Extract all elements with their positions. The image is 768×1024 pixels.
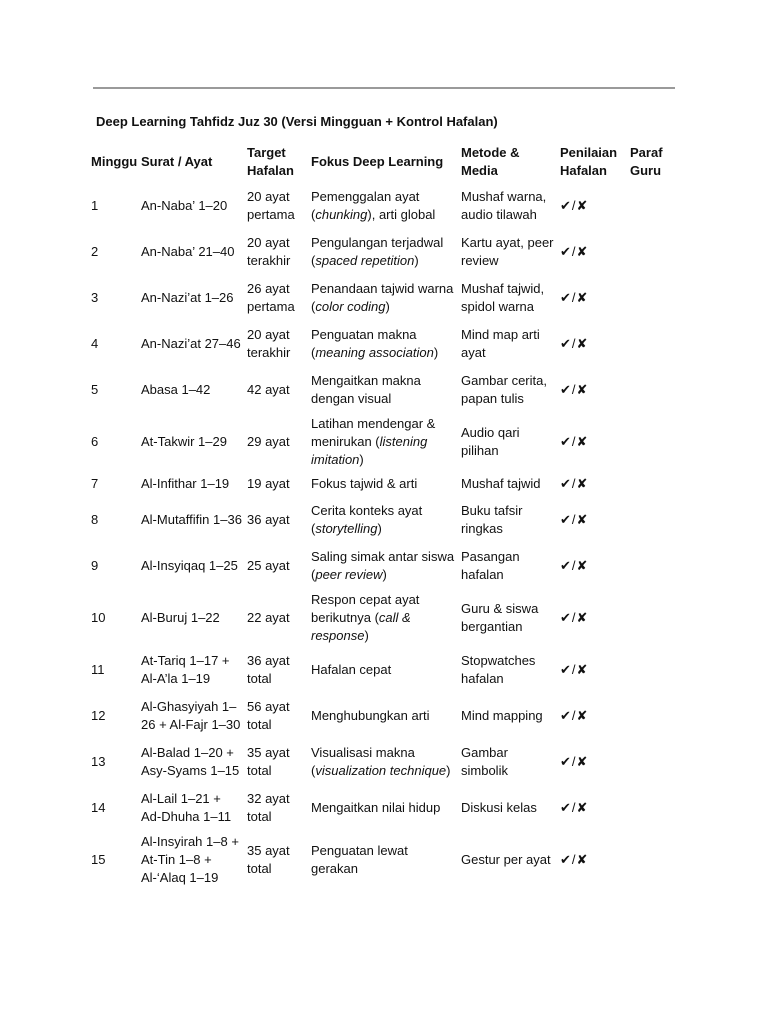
table-row	[88, 413, 680, 471]
cell-method: Mind map arti ayat	[461, 327, 540, 360]
cell-signature	[627, 543, 680, 589]
cell-target: 56 ayat total	[247, 699, 290, 732]
cell-assessment	[557, 785, 627, 831]
cell-week: 6	[91, 434, 99, 449]
cell-focus	[308, 785, 458, 831]
focus-text: Latihan mendengar & menirukan (	[311, 416, 436, 449]
check-cross-marks: ✔/✘	[560, 198, 589, 213]
focus-tail: )	[385, 299, 390, 314]
focus-text: Penandaan tajwid warna (	[311, 281, 454, 314]
cell-week: 5	[91, 382, 99, 397]
cell-surah: Al-Insyiqaq 1–25	[141, 558, 238, 573]
cell-assessment	[557, 471, 627, 497]
table-row	[88, 183, 680, 229]
cell-signature	[627, 589, 680, 647]
cell-surah: An-Naba’ 1–20	[141, 198, 228, 213]
cell-method: Pasangan hafalan	[461, 549, 520, 582]
cell-surah: At-Takwir 1–29	[141, 434, 227, 449]
focus-tail: )	[359, 452, 364, 467]
focus-tail: )	[382, 567, 387, 582]
cell-method: Gambar simbolik	[461, 745, 508, 778]
table-row	[88, 471, 680, 497]
cell-surah: An-Nazi’at 27–46	[141, 336, 241, 351]
cell-target: 25 ayat	[247, 558, 290, 573]
cell-method: Stopwatches hafalan	[461, 653, 536, 686]
cell-surah: Al-Insyirah 1–8 + At-Tin 1–8 + Al-‘Alaq 1–19	[141, 834, 239, 885]
focus-text: Mengaitkan makna dengan visual	[311, 373, 421, 406]
cell-week: 3	[91, 290, 99, 305]
focus-term: visualization technique	[315, 763, 447, 778]
cell-method: Kartu ayat, peer review	[461, 235, 554, 268]
cell-focus	[308, 229, 458, 275]
cell-target: 19 ayat	[247, 476, 290, 491]
memorization-plan-table	[88, 141, 680, 889]
cell-focus	[308, 589, 458, 647]
focus-text: Visualisasi makna (	[311, 745, 415, 778]
focus-tail: )	[433, 345, 439, 360]
cell-focus	[308, 739, 458, 785]
cell-surah: Abasa 1–42	[141, 382, 211, 397]
header-week: Minggu	[91, 154, 138, 169]
check-cross-marks: ✔/✘	[560, 290, 589, 305]
focus-text: Respon cepat ayat berikutnya (	[311, 592, 420, 625]
cell-target: 35 ayat total	[247, 745, 290, 778]
focus-text: Cerita konteks ayat (	[311, 503, 423, 536]
focus-text: Penguatan lewat gerakan	[311, 843, 408, 876]
cell-week: 7	[91, 476, 99, 491]
focus-term: storytelling	[315, 521, 378, 536]
cell-assessment	[557, 693, 627, 739]
focus-term: call & response	[311, 610, 411, 643]
cell-week: 15	[91, 852, 106, 867]
cell-assessment	[557, 831, 627, 889]
cell-method: Mushaf tajwid	[461, 476, 541, 491]
cell-target: 32 ayat total	[247, 791, 290, 824]
focus-tail: )	[364, 628, 369, 643]
check-cross-marks: ✔/✘	[560, 662, 589, 677]
cell-surah: Al-Mutaffifin 1–36	[141, 512, 242, 527]
focus-tail: ), arti global	[367, 207, 436, 222]
table-row	[88, 497, 680, 543]
cell-method: Mushaf tajwid, spidol warna	[461, 281, 545, 314]
table-row	[88, 321, 680, 367]
cell-signature	[627, 647, 680, 693]
cell-signature	[627, 831, 680, 889]
cell-assessment	[557, 647, 627, 693]
focus-text: Pengulangan terjadwal (	[311, 235, 444, 268]
header-assessment: Penilaian Hafalan	[560, 145, 618, 178]
table-header-row	[88, 141, 680, 183]
cell-method: Buku tafsir ringkas	[461, 503, 523, 536]
cell-assessment	[557, 739, 627, 785]
check-cross-marks: ✔/✘	[560, 610, 589, 625]
table-row	[88, 229, 680, 275]
cell-surah: Al-Balad 1–20 + Asy-Syams 1–15	[141, 745, 240, 778]
focus-term: chunking	[315, 207, 368, 222]
cell-assessment	[557, 589, 627, 647]
table-row	[88, 739, 680, 785]
focus-text: Fokus tajwid & arti	[311, 476, 418, 491]
cell-focus	[308, 543, 458, 589]
cell-signature	[627, 275, 680, 321]
cell-target: 36 ayat	[247, 512, 290, 527]
table-body	[88, 183, 680, 889]
table-row	[88, 275, 680, 321]
document-title: Deep Learning Tahfidz Juz 30 (Versi Mingguan + Kontrol Hafalan)	[96, 114, 498, 129]
focus-text: Penguatan makna (	[311, 327, 417, 360]
cell-assessment	[557, 321, 627, 367]
cell-target: 36 ayat total	[247, 653, 290, 686]
cell-assessment	[557, 367, 627, 413]
header-signature: Paraf Guru	[630, 145, 663, 178]
cell-week: 8	[91, 512, 99, 527]
cell-focus	[308, 367, 458, 413]
cell-signature	[627, 229, 680, 275]
cell-week: 4	[91, 336, 99, 351]
cell-focus	[308, 321, 458, 367]
cell-focus	[308, 413, 458, 471]
check-cross-marks: ✔/✘	[560, 800, 589, 815]
table-row	[88, 647, 680, 693]
cell-signature	[627, 693, 680, 739]
cell-focus	[308, 693, 458, 739]
cell-week: 12	[91, 708, 106, 723]
check-cross-marks: ✔/✘	[560, 336, 589, 351]
cell-assessment	[557, 543, 627, 589]
focus-term: color coding	[315, 299, 386, 314]
table-row	[88, 831, 680, 889]
table-row	[88, 543, 680, 589]
cell-focus	[308, 471, 458, 497]
check-cross-marks: ✔/✘	[560, 244, 589, 259]
focus-term: spaced repetition	[315, 253, 415, 268]
cell-method: Guru & siswa bergantian	[461, 601, 539, 634]
focus-text: Saling simak antar siswa (	[311, 549, 455, 582]
cell-assessment	[557, 229, 627, 275]
header-target: Target Hafalan	[247, 145, 294, 178]
focus-term: peer review	[315, 567, 383, 582]
cell-surah: Al-Infithar 1–19	[141, 476, 230, 491]
cell-focus	[308, 275, 458, 321]
cell-target: 35 ayat total	[247, 843, 290, 876]
header-surah: Surat / Ayat	[141, 154, 213, 169]
cell-focus	[308, 497, 458, 543]
focus-tail: )	[377, 521, 382, 536]
cell-surah: Al-Lail 1–21 + Ad-Dhuha 1–11	[141, 791, 232, 824]
cell-week: 9	[91, 558, 99, 573]
cell-assessment	[557, 413, 627, 471]
check-cross-marks: ✔/✘	[560, 382, 589, 397]
cell-method: Diskusi kelas	[461, 800, 537, 815]
cell-surah: An-Naba’ 21–40	[141, 244, 235, 259]
cell-week: 11	[91, 662, 105, 677]
cell-target: 22 ayat	[247, 610, 290, 625]
cell-focus	[308, 647, 458, 693]
cell-target: 20 ayat terakhir	[247, 235, 291, 268]
cell-week: 10	[91, 610, 106, 625]
check-cross-marks: ✔/✘	[560, 708, 589, 723]
cell-method: Gambar cerita, papan tulis	[461, 373, 547, 406]
table-row	[88, 367, 680, 413]
cell-week: 2	[91, 244, 99, 259]
cell-signature	[627, 739, 680, 785]
focus-tail: )	[446, 763, 451, 778]
focus-text: Pemenggalan ayat (	[311, 189, 420, 222]
check-cross-marks: ✔/✘	[560, 558, 589, 573]
focus-term: meaning association	[315, 345, 434, 360]
cell-signature	[627, 471, 680, 497]
cell-target: 20 ayat pertama	[247, 189, 295, 222]
focus-term: listening imitation	[311, 434, 428, 467]
cell-week: 13	[91, 754, 106, 769]
cell-signature	[627, 497, 680, 543]
focus-text: Mengaitkan nilai hidup	[311, 800, 441, 815]
cell-target: 29 ayat	[247, 434, 290, 449]
cell-surah: At-Tariq 1–17 + Al-A’la 1–19	[141, 653, 230, 686]
cell-target: 26 ayat pertama	[247, 281, 295, 314]
cell-surah: Al-Ghasyiyah 1–26 + Al-Fajr 1–30	[141, 699, 241, 732]
horizontal-divider	[93, 87, 675, 89]
check-cross-marks: ✔/✘	[560, 754, 589, 769]
cell-assessment	[557, 183, 627, 229]
cell-surah: An-Nazi’at 1–26	[141, 290, 234, 305]
cell-focus	[308, 183, 458, 229]
table-row	[88, 589, 680, 647]
cell-method: Gestur per ayat	[461, 852, 551, 867]
cell-assessment	[557, 275, 627, 321]
cell-signature	[627, 413, 680, 471]
cell-signature	[627, 321, 680, 367]
cell-method: Audio qari pilihan	[461, 425, 520, 458]
cell-signature	[627, 367, 680, 413]
check-cross-marks: ✔/✘	[560, 476, 589, 491]
cell-surah: Al-Buruj 1–22	[141, 610, 220, 625]
cell-week: 14	[91, 800, 106, 815]
cell-signature	[627, 785, 680, 831]
cell-week: 1	[91, 198, 99, 213]
check-cross-marks: ✔/✘	[560, 434, 589, 449]
cell-signature	[627, 183, 680, 229]
check-cross-marks: ✔/✘	[560, 512, 589, 527]
cell-target: 20 ayat terakhir	[247, 327, 291, 360]
cell-target: 42 ayat	[247, 382, 290, 397]
header-method: Metode & Media	[461, 145, 520, 178]
cell-assessment	[557, 497, 627, 543]
cell-focus	[308, 831, 458, 889]
focus-text: Menghubungkan arti	[311, 708, 430, 723]
header-focus: Fokus Deep Learning	[311, 154, 444, 169]
table-row	[88, 785, 680, 831]
check-cross-marks: ✔/✘	[560, 852, 589, 867]
focus-text: Hafalan cepat	[311, 662, 392, 677]
cell-method: Mushaf warna, audio tilawah	[461, 189, 547, 222]
focus-tail: )	[414, 253, 419, 268]
cell-method: Mind mapping	[461, 708, 543, 723]
table-row	[88, 693, 680, 739]
